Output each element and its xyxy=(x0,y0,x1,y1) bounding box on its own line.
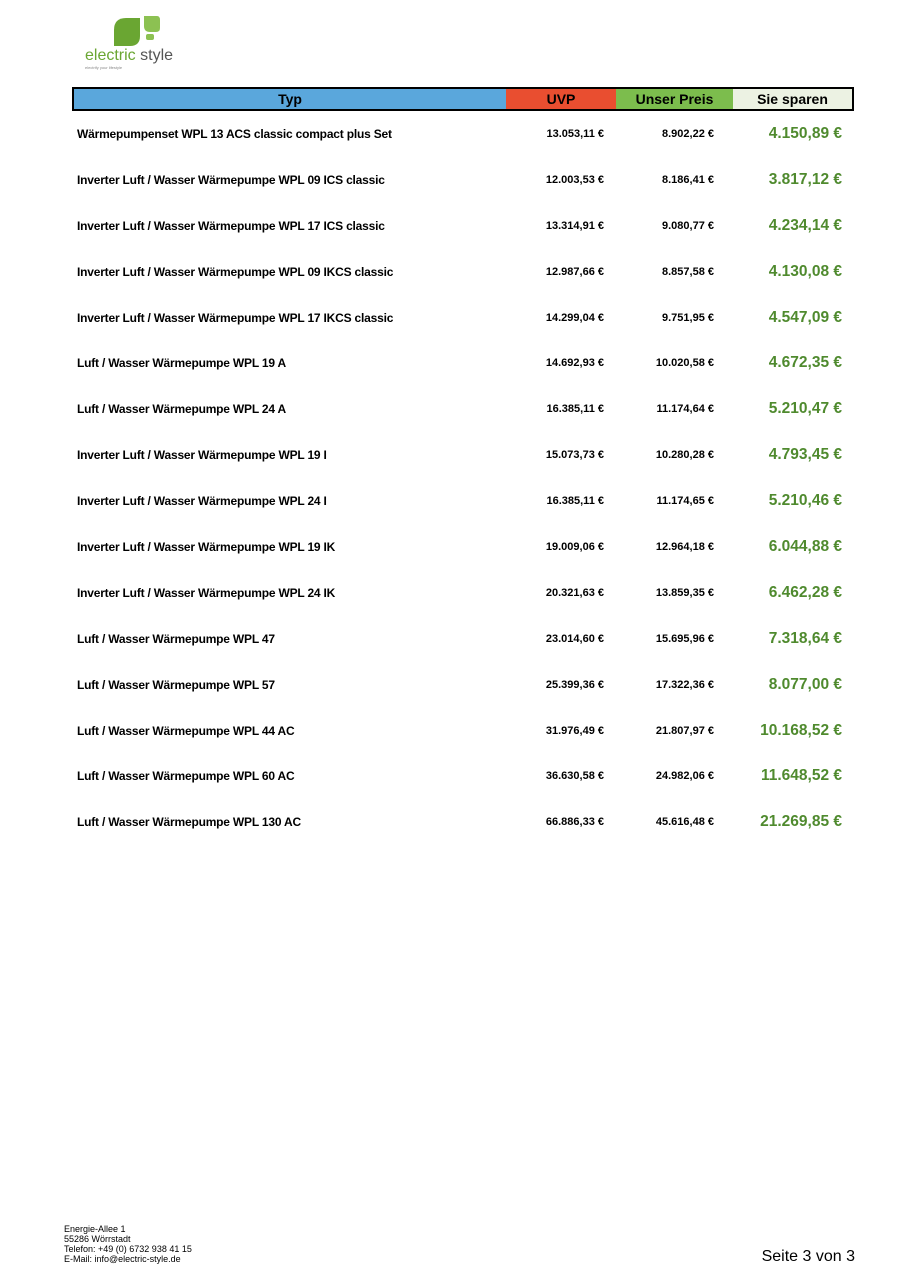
cell-unser-preis: 17.322,36 € xyxy=(655,678,714,691)
table-header xyxy=(72,87,854,111)
cell-unser-preis: 11.174,65 € xyxy=(656,495,714,508)
cell-typ: Luft / Wasser Wärmepumpe WPL 130 AC xyxy=(77,815,301,830)
table-row xyxy=(72,111,854,157)
cell-sie-sparen: 21.269,85 € xyxy=(760,813,842,831)
cell-sie-sparen: 3.817,12 € xyxy=(768,170,842,188)
address-city: 55286 Wörrstadt xyxy=(64,1234,131,1244)
cell-uvp: 36.630,58 € xyxy=(545,770,604,783)
cell-unser-preis: 10.020,58 € xyxy=(655,357,714,370)
cell-uvp: 20.321,63 € xyxy=(545,586,604,599)
cell-typ: Inverter Luft / Wasser Wärmepumpe WPL 09 IKCS classic xyxy=(77,264,394,279)
cell-uvp: 31.976,49 € xyxy=(545,724,604,737)
cell-sie-sparen: 4.234,14 € xyxy=(768,216,842,234)
address-street: Energie-Allee 1 xyxy=(64,1224,126,1234)
cell-uvp: 12.003,53 € xyxy=(545,173,604,186)
cell-typ: Inverter Luft / Wasser Wärmepumpe WPL 19 I xyxy=(77,448,327,463)
table-row xyxy=(72,570,854,616)
cell-sie-sparen: 4.672,35 € xyxy=(768,354,842,372)
cell-unser-preis: 13.859,35 € xyxy=(655,586,714,599)
header-typ: Typ xyxy=(74,89,506,109)
table-row xyxy=(72,249,854,295)
header-sie-sparen: Sie sparen xyxy=(733,89,852,109)
table-row xyxy=(72,386,854,432)
cell-uvp: 16.385,11 € xyxy=(546,403,604,416)
price-table xyxy=(72,87,854,845)
table-row xyxy=(72,478,854,524)
cell-sie-sparen: 4.547,09 € xyxy=(768,308,842,326)
cell-uvp: 12.987,66 € xyxy=(545,265,604,278)
cell-sie-sparen: 4.130,08 € xyxy=(768,262,842,280)
cell-sie-sparen: 6.044,88 € xyxy=(768,537,842,555)
cell-typ: Luft / Wasser Wärmepumpe WPL 60 AC xyxy=(77,769,295,784)
cell-uvp: 13.053,11 € xyxy=(546,127,604,140)
cell-uvp: 25.399,36 € xyxy=(545,678,604,691)
cell-typ: Luft / Wasser Wärmepumpe WPL 19 A xyxy=(77,356,286,371)
table-row xyxy=(72,616,854,662)
table-row xyxy=(72,708,854,754)
cell-unser-preis: 9.751,95 € xyxy=(662,311,714,324)
header-unser-preis: Unser Preis xyxy=(616,89,733,109)
cell-typ: Inverter Luft / Wasser Wärmepumpe WPL 17 IKCS classic xyxy=(77,310,394,325)
table-row xyxy=(72,432,854,478)
cell-sie-sparen: 8.077,00 € xyxy=(768,675,842,693)
cell-typ: Luft / Wasser Wärmepumpe WPL 24 A xyxy=(77,402,286,417)
cell-uvp: 14.692,93 € xyxy=(545,357,604,370)
table-row xyxy=(72,662,854,708)
cell-uvp: 16.385,11 € xyxy=(546,495,604,508)
cell-unser-preis: 12.964,18 € xyxy=(655,540,714,553)
table-row xyxy=(72,753,854,799)
cell-unser-preis: 24.982,06 € xyxy=(655,770,714,783)
cell-sie-sparen: 7.318,64 € xyxy=(768,629,842,647)
cell-typ: Inverter Luft / Wasser Wärmepumpe WPL 17 ICS classic xyxy=(77,218,385,233)
email-address: E-Mail: info@electric-style.de xyxy=(64,1254,181,1264)
phone-number: Telefon: +49 (0) 6732 938 41 15 xyxy=(64,1244,192,1254)
brand-tagline: electrify your lifestyle xyxy=(85,65,123,70)
cell-typ: Inverter Luft / Wasser Wärmepumpe WPL 24 IK xyxy=(77,585,336,600)
cell-unser-preis: 11.174,64 € xyxy=(656,403,714,416)
cell-sie-sparen: 6.462,28 € xyxy=(768,583,842,601)
cell-uvp: 14.299,04 € xyxy=(545,311,604,324)
cell-uvp: 19.009,06 € xyxy=(545,540,604,553)
cell-unser-preis: 8.902,22 € xyxy=(662,127,714,140)
cell-typ: Inverter Luft / Wasser Wärmepumpe WPL 09 ICS classic xyxy=(77,172,385,187)
cell-typ: Wärmepumpenset WPL 13 ACS classic compact plus Set xyxy=(77,126,392,141)
cell-sie-sparen: 5.210,46 € xyxy=(768,492,842,510)
table-row xyxy=(72,340,854,386)
cell-typ: Luft / Wasser Wärmepumpe WPL 44 AC xyxy=(77,723,295,738)
cell-unser-preis: 8.857,58 € xyxy=(662,265,714,278)
footer-address xyxy=(64,1224,192,1264)
cell-uvp: 66.886,33 € xyxy=(545,816,604,829)
leaf-logo-icon xyxy=(112,14,162,48)
cell-uvp: 15.073,73 € xyxy=(545,449,604,462)
table-row xyxy=(72,799,854,845)
cell-typ: Luft / Wasser Wärmepumpe WPL 57 xyxy=(77,677,275,692)
table-row xyxy=(72,203,854,249)
cell-unser-preis: 21.807,97 € xyxy=(655,724,714,737)
brand-logo xyxy=(82,14,202,72)
cell-typ: Inverter Luft / Wasser Wärmepumpe WPL 19 IK xyxy=(77,539,336,554)
cell-typ: Inverter Luft / Wasser Wärmepumpe WPL 24 I xyxy=(77,494,327,509)
cell-uvp: 23.014,60 € xyxy=(545,632,604,645)
header-uvp: UVP xyxy=(506,89,616,109)
cell-sie-sparen: 4.150,89 € xyxy=(768,124,842,142)
cell-typ: Luft / Wasser Wärmepumpe WPL 47 xyxy=(77,631,275,646)
brand-name: electric style xyxy=(85,47,174,64)
cell-unser-preis: 10.280,28 € xyxy=(655,449,714,462)
table-row xyxy=(72,524,854,570)
page-number: Seite 3 von 3 xyxy=(761,1248,855,1265)
cell-unser-preis: 15.695,96 € xyxy=(655,632,714,645)
cell-sie-sparen: 10.168,52 € xyxy=(760,721,842,739)
cell-unser-preis: 45.616,48 € xyxy=(655,816,714,829)
cell-sie-sparen: 11.648,52 € xyxy=(760,767,842,785)
cell-uvp: 13.314,91 € xyxy=(545,219,604,232)
cell-unser-preis: 8.186,41 € xyxy=(662,173,714,186)
table-row xyxy=(72,157,854,203)
cell-sie-sparen: 4.793,45 € xyxy=(768,446,842,464)
cell-unser-preis: 9.080,77 € xyxy=(662,219,714,232)
table-row xyxy=(72,295,854,341)
table-body xyxy=(72,111,854,845)
cell-sie-sparen: 5.210,47 € xyxy=(768,400,842,418)
